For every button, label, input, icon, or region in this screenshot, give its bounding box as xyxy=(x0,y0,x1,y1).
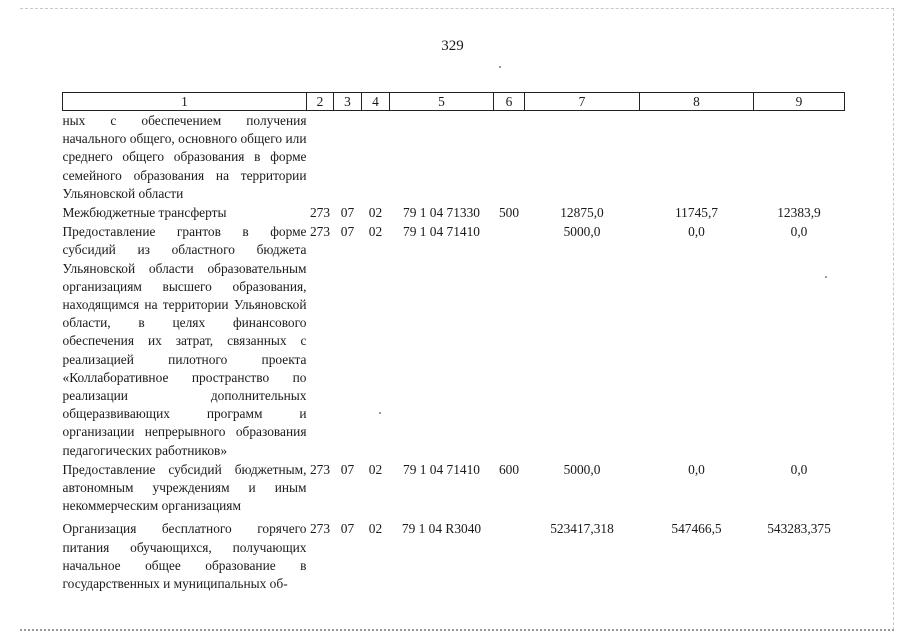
row-name: Предоставление грантов в форме субсидий из областного бюджета Ульяновской области образовательным организациям высшего образования, находящимся на территории Ульяновской области, в целях финансового обеспечения их затрат, связанных с реализацией пилотного проекта «Коллаборативное пространство по реализации дополнительных общеразвивающих программ и организации непрерывного образования педагогических работников» xyxy=(62,224,307,458)
cell-c4 xyxy=(362,111,390,204)
cell-c2: 273 xyxy=(309,224,331,240)
cell-c5: 79 1 04 71330 xyxy=(403,205,480,221)
budget-table xyxy=(62,92,845,593)
cell-c2: 273 xyxy=(309,521,331,537)
row-name: ных с обеспечением получения начального общего, основного общего или среднего общего образования в форме семейного образования на территории Ульяновской области xyxy=(62,113,307,201)
scan-speck xyxy=(499,66,501,68)
page-edge-right xyxy=(893,8,894,630)
cell-c3: 07 xyxy=(340,224,355,240)
column-header: 4 xyxy=(362,93,390,111)
column-header: 7 xyxy=(525,93,640,111)
cell-c9: 543283,375 xyxy=(767,521,831,537)
column-header: 1 xyxy=(63,93,307,111)
cell-c7: 12875,0 xyxy=(560,205,604,221)
page-edge-top xyxy=(20,8,894,9)
cell-c3: 07 xyxy=(340,521,355,537)
cell-c9 xyxy=(754,111,845,204)
cell-c7: 523417,318 xyxy=(550,521,614,537)
scan-speck xyxy=(825,276,827,278)
cell-c2: 273 xyxy=(309,461,331,477)
cell-c7 xyxy=(525,111,640,204)
cell-c6 xyxy=(494,111,525,204)
page-edge-bottom xyxy=(20,629,894,631)
cell-c5: 79 1 04 R3040 xyxy=(401,521,482,537)
cell-c9: 0,0 xyxy=(790,224,808,240)
cell-c3 xyxy=(334,111,362,204)
cell-c8: 547466,5 xyxy=(671,521,722,537)
table-row xyxy=(63,460,845,516)
cell-c7: 5000,0 xyxy=(563,224,601,240)
table-row xyxy=(63,203,845,222)
cell-c8: 11745,7 xyxy=(674,205,719,221)
column-header: 5 xyxy=(390,93,494,111)
row-name: Предоставление субсидий бюджетным, автономным учреждениям и иным некоммерческим организациям xyxy=(62,461,307,514)
cell-c6: 600 xyxy=(498,461,520,477)
cell-c7: 5000,0 xyxy=(563,461,601,477)
cell-c9: 12383,9 xyxy=(777,205,821,221)
column-header: 9 xyxy=(754,93,845,111)
cell-c8 xyxy=(640,111,754,204)
column-header: 3 xyxy=(334,93,362,111)
cell-c4: 02 xyxy=(368,461,383,477)
cell-c5: 79 1 04 71410 xyxy=(403,461,480,477)
cell-c8: 0,0 xyxy=(688,461,705,477)
cell-c3: 07 xyxy=(340,461,355,477)
cell-c2 xyxy=(307,111,334,204)
page-number: 329 xyxy=(441,38,464,54)
column-header: 8 xyxy=(640,93,754,111)
column-header: 6 xyxy=(494,93,525,111)
row-name: Межбюджетные трансферты xyxy=(62,205,227,221)
cell-c5 xyxy=(390,111,494,204)
cell-c3: 07 xyxy=(340,205,355,221)
table-row xyxy=(63,111,845,204)
cell-c6: 500 xyxy=(498,205,520,221)
table-header-row xyxy=(63,93,845,111)
table-row xyxy=(63,515,845,593)
column-header: 2 xyxy=(307,93,334,111)
cell-c4: 02 xyxy=(368,205,383,221)
cell-c9: 0,0 xyxy=(790,461,808,477)
row-name: Организация бесплатного горячего питания обучающихся, получающих начальное общее образование в государственных и муниципальных об- xyxy=(62,521,307,592)
table-row xyxy=(63,222,845,460)
cell-c5: 79 1 04 71410 xyxy=(403,224,480,240)
cell-c4: 02 xyxy=(368,521,383,537)
cell-c8: 0,0 xyxy=(688,224,705,240)
cell-c6 xyxy=(494,515,525,593)
cell-c2: 273 xyxy=(309,205,331,221)
scan-speck xyxy=(379,412,381,414)
cell-c6 xyxy=(494,222,525,460)
cell-c4: 02 xyxy=(368,224,383,240)
